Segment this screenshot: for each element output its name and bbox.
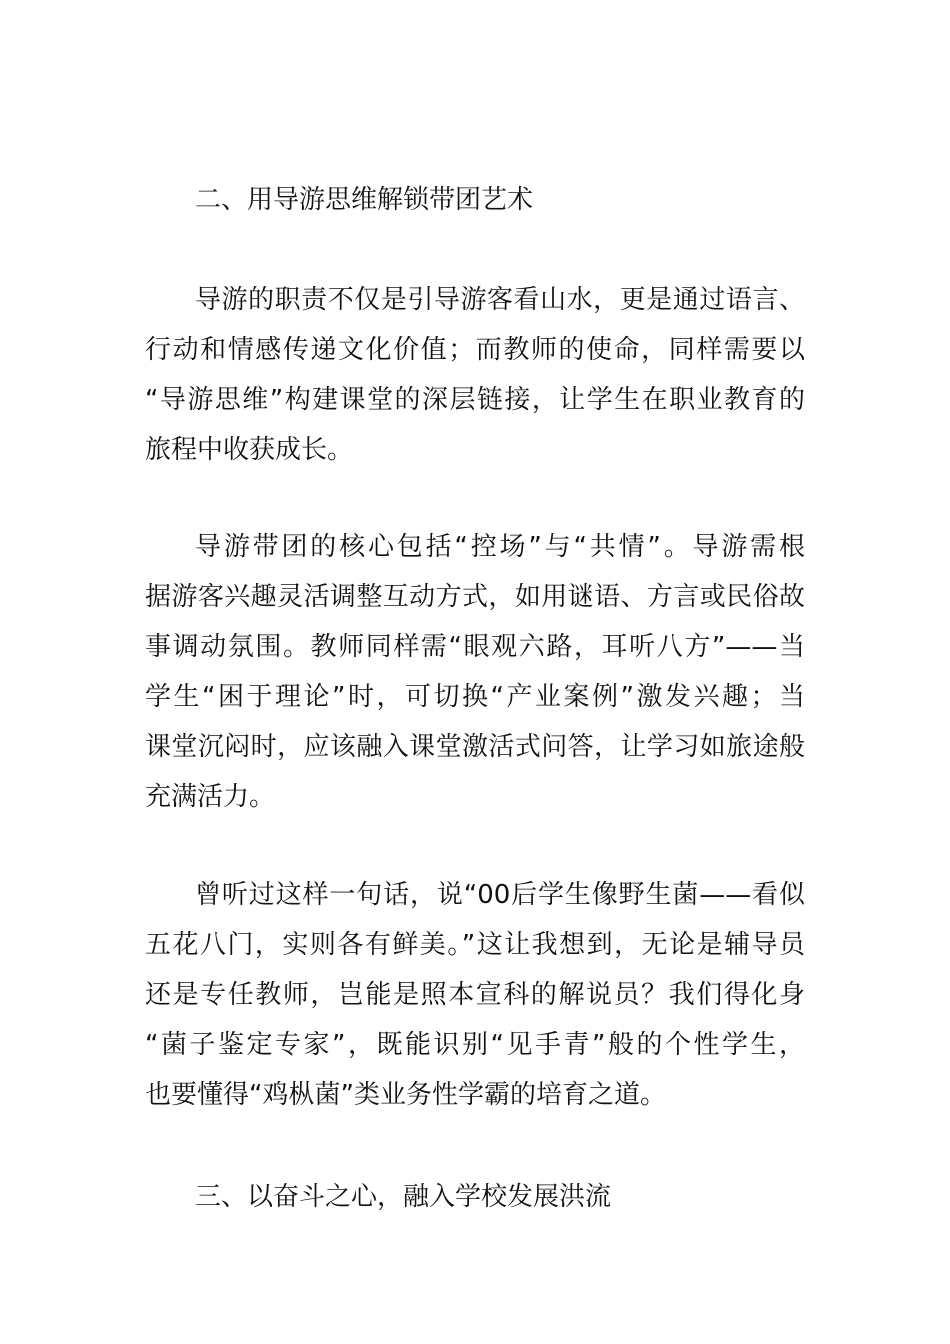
paragraph-line: 也要懂得“鸡枞菌”类业务性学霸的培育之道。	[145, 1080, 666, 1110]
paragraph-line: 还是专任教师，岂能是照本宣科的解说员？我们得化身	[145, 980, 805, 1010]
paragraph-line: 课堂沉闷时，应该融入课堂激活式问答，让学习如旅途般	[145, 732, 805, 762]
paragraph-tour-core	[145, 522, 805, 822]
section-heading-3: 三、以奋斗之心，融入学校发展洪流	[195, 1182, 612, 1212]
paragraph-line: 旅程中收获成长。	[145, 435, 354, 465]
paragraph-line: 据游客兴趣灵活调整互动方式，如用谜语、方言或民俗故	[145, 582, 805, 612]
section-heading-2: 二、用导游思维解锁带团艺术	[195, 185, 534, 215]
paragraph-guide-role	[145, 275, 805, 475]
paragraph-line: 行动和情感传递文化价值；而教师的使命，同样需要以	[145, 335, 805, 365]
paragraph-line: “导游思维”构建课堂的深层链接，让学生在职业教育的	[145, 385, 805, 415]
paragraph-line: 事调动氛围。教师同样需“眼观六路，耳听八方”——当	[145, 632, 805, 662]
paragraph-line: 曾听过这样一句话，说“00后学生像野生菌——看似	[195, 880, 805, 910]
paragraph-line: 五花八门，实则各有鲜美。”这让我想到，无论是辅导员	[145, 930, 805, 960]
paragraph-line: 充满活力。	[145, 782, 276, 812]
paragraph-line: “菌子鉴定专家”，既能识别“见手青”般的个性学生，	[145, 1030, 805, 1060]
paragraph-line: 导游带团的核心包括“控场”与“共情”。导游需根	[195, 532, 805, 562]
paragraph-line: 学生“困于理论”时，可切换“产业案例”激发兴趣；当	[145, 682, 805, 712]
paragraph-wild-mushroom	[145, 870, 805, 1120]
paragraph-line: 导游的职责不仅是引导游客看山水，更是通过语言、	[195, 285, 805, 315]
